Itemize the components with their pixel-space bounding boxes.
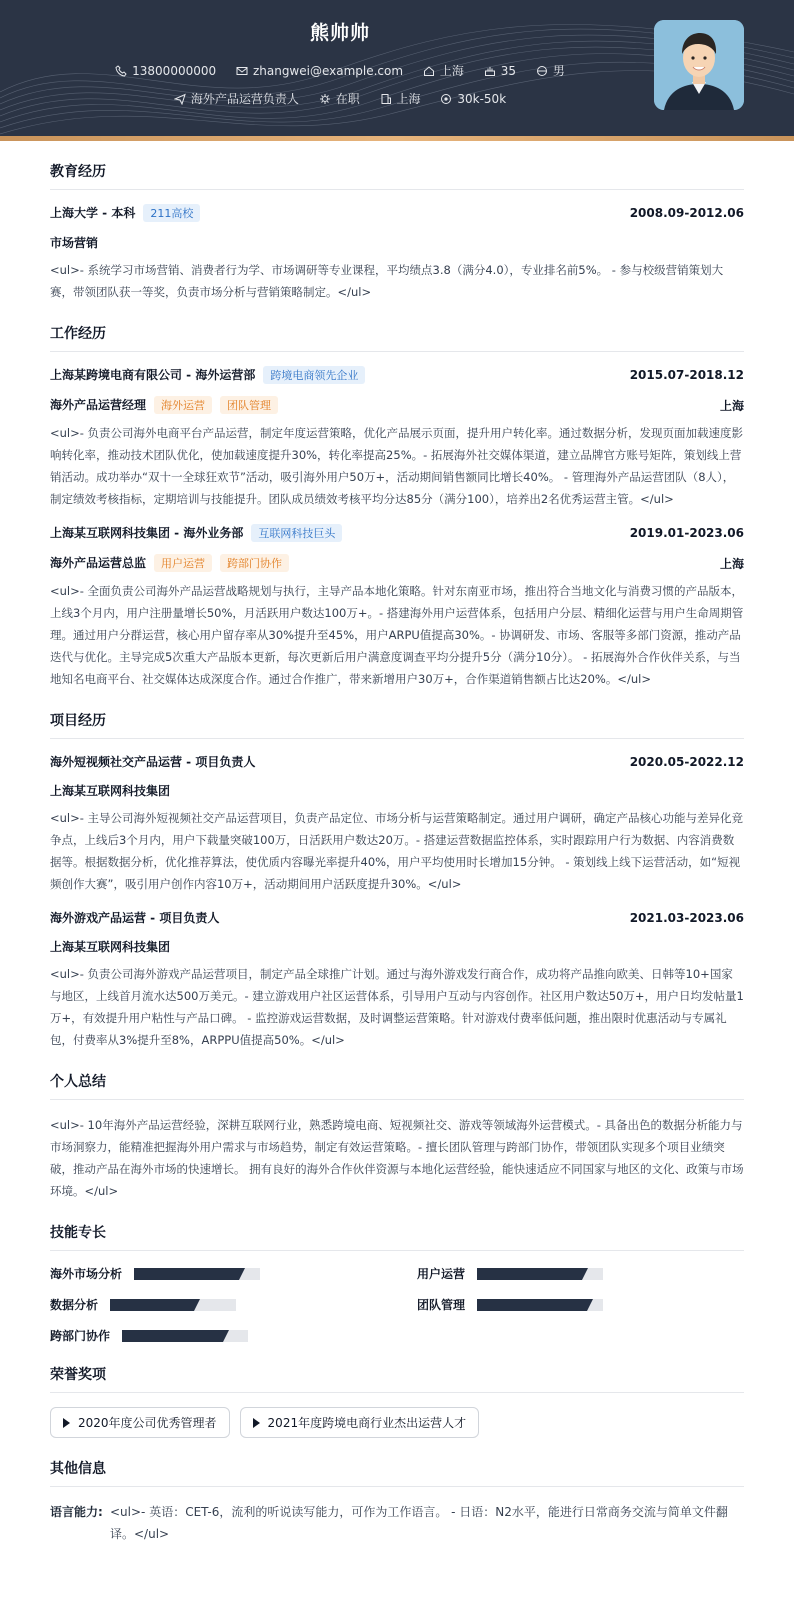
award-item: 2020年度公司优秀管理者 [50, 1407, 230, 1438]
job-row [0, 90, 680, 107]
resume-header [0, 0, 794, 141]
skill-item: 跨部门协作 [50, 1327, 377, 1344]
skill-item: 用户运营 [417, 1265, 744, 1282]
company-name: 上海某跨境电商有限公司 - 海外运营部 [50, 368, 256, 382]
summary-desc: <ul>- 10年海外产品运营经验，深耕互联网行业，熟悉跨境电商、短视频社交、游戏等领域海外运营模式。- 具备出色的数据分析能力与市场洞察力，能精准把握海外用户需求与市场趋势，制定有效运营策略。- 擅长团队管理与跨部门协作，带领团队实现多个项目业绩突破，推动产品在海外市场的快速增长。 拥有良好的海外合作伙伴资源与本地化运营经验，能快速适应不同国家与地区的文化、政策与市场环境。</ul> [50, 1118, 744, 1198]
job-role: 海外产品运营总监 [50, 556, 147, 570]
header-accent-bar [0, 136, 794, 141]
section-title: 工作经历 [50, 323, 744, 352]
section-title: 荣誉奖项 [50, 1364, 744, 1393]
phone-item: 13800000000 [115, 64, 216, 78]
project-period: 2021.03-2023.06 [629, 910, 744, 925]
status-icon [319, 93, 331, 105]
awards-list [50, 1407, 744, 1438]
skill-bar [110, 1299, 236, 1311]
skill-bar [122, 1330, 248, 1342]
home-icon [423, 65, 435, 77]
work-desc: <ul>- 负责公司海外电商平台产品运营，制定年度运营策略，优化产品展示页面，提升用户转化率。通过数据分析，发现页面加载速度影响转化率，推动技术团队优化，使加载速度提升30%，转化率提高25%。- 拓展海外社交媒体渠道，建立品牌官方账号矩阵，策划线上营销活动。成功举办“双十一全球狂欢节”活动，吸引海外用户50万+，活动期间销售额同比增长40%。 - 管理海外产品运营团队（8人），制定绩效考核指标，定期培训与技能提升。团队成员绩效考核平均分达85分（满分100），培养出2名优秀运营主管。</ul> [50, 426, 744, 506]
project-org: 上海某互联网科技集团 [50, 940, 171, 954]
education-section [50, 161, 744, 303]
education-entry [50, 204, 744, 303]
work-period: 2019.01-2023.06 [629, 526, 744, 540]
role-tag: 跨部门协作 [220, 554, 289, 572]
city-item: 上海 [380, 90, 421, 107]
role-tag: 海外运营 [154, 396, 212, 414]
education-desc: <ul>- 系统学习市场营销、消费者行为学、市场调研等专业课程，平均绩点3.8（满分4.0），专业排名前5%。 - 参与校级营销策划大赛，带领团队获一等奖，负责市场分析与营销策略制定。</ul> [50, 263, 724, 299]
major: 市场营销 [50, 236, 99, 250]
project-period: 2020.05-2022.12 [629, 754, 744, 769]
section-title: 教育经历 [50, 161, 744, 190]
school-tag: 211高校 [143, 204, 200, 222]
skills-section [50, 1222, 744, 1344]
job-role: 海外产品运营经理 [50, 398, 147, 412]
work-entry [50, 366, 744, 510]
project-section [50, 710, 744, 1051]
position-item: 海外产品运营负责人 [174, 90, 299, 107]
project-entry [50, 909, 744, 1051]
section-title: 技能专长 [50, 1222, 744, 1251]
contact-row [0, 62, 680, 79]
role-tag: 团队管理 [220, 396, 278, 414]
cake-icon [484, 65, 496, 77]
project-name: 海外游戏产品运营 - 项目负责人 [50, 911, 220, 925]
award-item: 2021年度跨境电商行业杰出运营人才 [240, 1407, 480, 1438]
age-item: 35 [484, 64, 516, 78]
work-period: 2015.07-2018.12 [629, 368, 744, 382]
project-desc: <ul>- 负责公司海外游戏产品运营项目，制定产品全球推广计划。通过与海外游戏发行商合作，成功将产品推向欧美、日韩等10+国家与地区，上线首月流水达500万美元。- 建立游戏用户社区运营体系，引导用户互动与内容创作。社区用户数达50万+，用户日均发帖量1万+，有效提升用户粘性与产品口碑。 - 监控游戏运营数据，及时调整运营策略。针对游戏付费率低问题，推出限时优惠活动与专属礼包，付费率从3%提升至8%，ARPPU值提高50%。</ul> [50, 967, 744, 1047]
company-tag: 跨境电商领先企业 [263, 366, 365, 384]
section-title: 其他信息 [50, 1458, 744, 1487]
education-period: 2008.09-2012.06 [629, 206, 744, 220]
salary-item: 30k-50k [440, 92, 506, 106]
play-icon [253, 1418, 260, 1428]
skill-item: 团队管理 [417, 1296, 744, 1313]
other-section [50, 1458, 744, 1545]
awards-section [50, 1364, 744, 1438]
skill-bar [477, 1299, 603, 1311]
building-icon [380, 93, 392, 105]
company-tag: 互联网科技巨头 [251, 524, 342, 542]
avatar-photo [654, 20, 744, 110]
skill-item: 数据分析 [50, 1296, 377, 1313]
project-desc: <ul>- 主导公司海外短视频社交产品运营项目，负责产品定位、市场分析与运营策略制定。通过用户调研，确定产品核心功能与差异化竞争点，上线后3个月内，用户下载量突破100万，日活跃用户数达20万。- 搭建运营数据监控体系，实时跟踪用户行为数据、内容消费数据等。根据数据分析，优化推荐算法，使优质内容曝光率提升40%，用户平均使用时长增加15分钟。 - 策划线上线下运营活动，如“短视频创作大赛”，吸引用户创作内容10万+，活动期间用户活跃度提升30%。</ul> [50, 811, 744, 891]
salary-icon [440, 93, 452, 105]
gender-icon [536, 65, 548, 77]
mail-icon [236, 65, 248, 77]
gender-item: 男 [536, 62, 565, 79]
summary-section [50, 1071, 744, 1202]
skill-bar [477, 1268, 603, 1280]
phone-icon [115, 65, 127, 77]
work-city: 上海 [719, 398, 744, 413]
role-tag: 用户运营 [154, 554, 212, 572]
work-city: 上海 [719, 556, 744, 571]
work-desc: <ul>- 全面负责公司海外产品运营战略规划与执行，主导产品本地化策略。针对东南亚市场，推出符合当地文化与消费习惯的产品版本，上线3个月内，用户注册量增长50%，月活跃用户数达100万+。- 搭建海外用户运营体系，包括用户分层、精细化运营与用户生命周期管理。通过用户分群运营，核心用户留存率从30%提升至45%，用户ARPU值提高30%。- 协调研发、市场、客服等多部门资源，推动产品迭代与优化。主导完成5次重大产品版本更新，每次更新后用户满意度调查平均分提升5分（满分10分）。 - 拓展海外合作伙伴关系，与当地知名电商平台、社交媒体达成深度合作。通过合作推广，带来新增用户30万+，合作渠道销售额占比达20%。</ul> [50, 584, 744, 686]
project-entry [50, 753, 744, 895]
section-title: 项目经历 [50, 710, 744, 739]
project-org: 上海某互联网科技集团 [50, 784, 171, 798]
skill-item: 海外市场分析 [50, 1265, 377, 1282]
skills-grid [50, 1265, 744, 1344]
school-name: 上海大学 - 本科 [50, 206, 136, 220]
language-info [50, 1501, 744, 1545]
skill-bar [134, 1268, 260, 1280]
email-item: zhangwei@example.com [236, 64, 403, 78]
language-label: 语言能力: [50, 1505, 103, 1519]
project-name: 海外短视频社交产品运营 - 项目负责人 [50, 755, 256, 769]
section-title: 个人总结 [50, 1071, 744, 1100]
work-entry [50, 524, 744, 690]
candidate-name: 熊帅帅 [309, 22, 370, 44]
language-value: <ul>- 英语：CET-6，流利的听说读写能力，可作为工作语言。 - 日语：N2水平，能进行日常商务交流与简单文件翻译。</ul> [110, 1505, 728, 1541]
location-item: 上海 [423, 62, 464, 79]
company-name: 上海某互联网科技集团 - 海外业务部 [50, 526, 244, 540]
play-icon [63, 1418, 70, 1428]
send-icon [174, 93, 186, 105]
work-section [50, 323, 744, 690]
status-item: 在职 [319, 90, 360, 107]
